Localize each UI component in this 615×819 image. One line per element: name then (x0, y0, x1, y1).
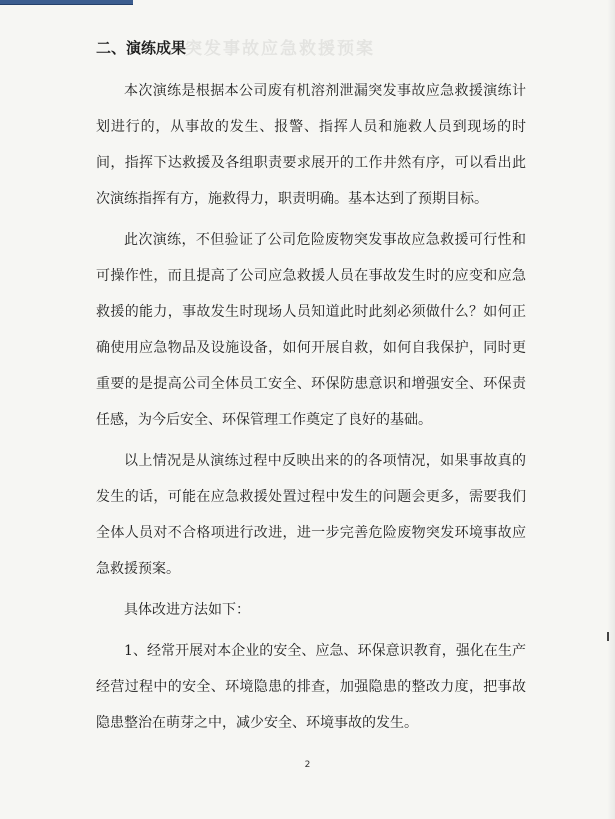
paragraph-drill-verification: 此次演练，不但验证了公司危险废物突发事故应急救援可行性和可操作性，而且提高了公司应急救援人员在事故发生时的应变和应急救援的能力，事故发生时现场人员知道此时此刻必须做什么？如何正确使用应急物品及设施设备，如何开展自救，如何自我保护，同时更重要的是提高公司全体员工安全、环保防患意识和增强安全、环保责任感，为今后安全、环保管理工作奠定了良好的基础。 (96, 232, 526, 428)
paragraph-drill-summary: 本次演练是根据本公司废有机溶剂泄漏突发事故应急救援演练计划进行的，从事故的发生、报警、指挥人员和施救人员到现场的时间，指挥下达救援及各组职责要求展开的工作井然有序，可以看出此次演练指挥有方，施救得力，职责明确。基本达到了预期目标。 (96, 83, 526, 207)
margin-mark (607, 632, 609, 641)
scanner-edge-strip (0, 0, 133, 5)
paragraph-improvement-item-1: 1、经常开展对本企业的安全、应急、环保意识教育，强化在生产经营过程中的安全、环境隐患的排查，加强隐患的整改力度，把事故隐患整治在萌芽之中，减少安全、环境事故的发生。 (96, 643, 526, 731)
bleed-through-text: 突发事故应急救援预案 (185, 39, 375, 59)
page-number: 2 (304, 760, 311, 770)
paragraph-improvement-intro: 具体改进方法如下： (124, 602, 250, 618)
paragraph-issues-found: 以上情况是从演练过程中反映出来的的各项情况，如果事故真的发生的话，可能在应急救援处置过程中发生的问题会更多，需要我们全体人员对不合格项进行改进，进一步完善危险废物突发环境事故应急救援预案。 (96, 453, 526, 577)
scanner-edge-shadow (607, 0, 615, 819)
section-heading: 二、演练成果 (96, 39, 187, 57)
